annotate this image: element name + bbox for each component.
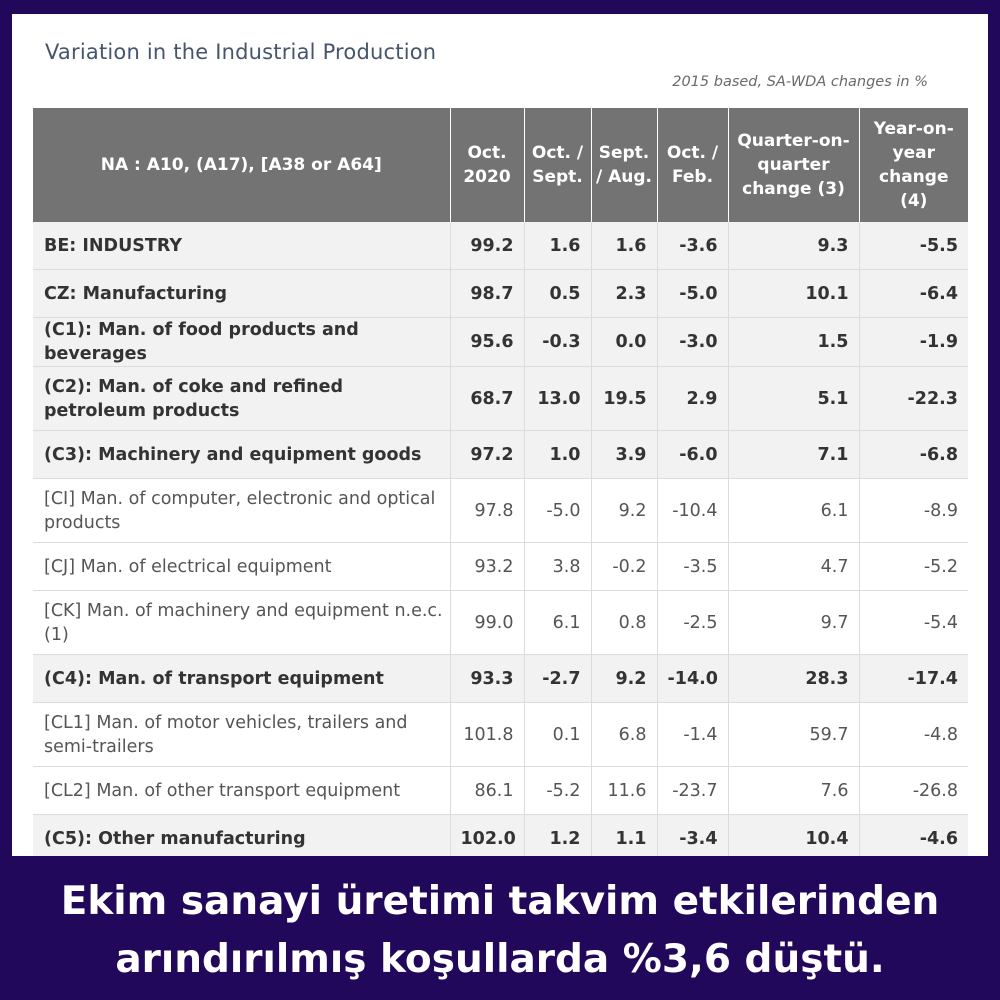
- value-sept-aug: 9.2: [591, 479, 657, 543]
- value-sept-aug: -0.2: [591, 543, 657, 591]
- value-oct-2020: 99.0: [450, 591, 524, 655]
- value-quarter-change: 1.5: [728, 318, 859, 367]
- header-oct-2020: Oct. 2020: [450, 108, 524, 222]
- value-sept-aug: 1.1: [591, 815, 657, 857]
- header-row: [33, 108, 968, 222]
- value-sept-aug: 9.2: [591, 655, 657, 703]
- value-year-change: -22.3: [859, 367, 968, 431]
- value-oct-sept: -5.2: [524, 767, 591, 815]
- value-sept-aug: 11.6: [591, 767, 657, 815]
- value-oct-sept: 3.8: [524, 543, 591, 591]
- value-year-change: -5.4: [859, 591, 968, 655]
- row-label: [CI] Man. of computer, electronic and optical products: [33, 479, 450, 543]
- value-year-change: -5.5: [859, 222, 968, 270]
- header-year-change: Year-on-year change (4): [859, 108, 968, 222]
- value-year-change: -17.4: [859, 655, 968, 703]
- value-oct-2020: 68.7: [450, 367, 524, 431]
- value-sept-aug: 0.0: [591, 318, 657, 367]
- value-year-change: -8.9: [859, 479, 968, 543]
- value-oct-feb: -10.4: [657, 479, 728, 543]
- table-row: [33, 367, 968, 431]
- row-label: (C4): Man. of transport equipment: [33, 655, 450, 703]
- value-oct-sept: -0.3: [524, 318, 591, 367]
- table-row: [33, 318, 968, 367]
- value-oct-sept: 1.0: [524, 431, 591, 479]
- value-oct-sept: -2.7: [524, 655, 591, 703]
- table-row: [33, 591, 968, 655]
- table-body: [33, 222, 968, 856]
- value-sept-aug: 19.5: [591, 367, 657, 431]
- value-quarter-change: 9.7: [728, 591, 859, 655]
- value-quarter-change: 4.7: [728, 543, 859, 591]
- row-label: [CL1] Man. of motor vehicles, trailers and semi-trailers: [33, 703, 450, 767]
- value-oct-2020: 99.2: [450, 222, 524, 270]
- value-year-change: -6.8: [859, 431, 968, 479]
- table-panel: [12, 14, 988, 856]
- value-oct-2020: 98.7: [450, 270, 524, 318]
- header-quarter-change: Quarter-on-quarter change (3): [728, 108, 859, 222]
- value-oct-2020: 93.3: [450, 655, 524, 703]
- value-oct-sept: -5.0: [524, 479, 591, 543]
- value-oct-feb: -3.5: [657, 543, 728, 591]
- header-sept-aug: Sept. / Aug.: [591, 108, 657, 222]
- value-quarter-change: 5.1: [728, 367, 859, 431]
- value-year-change: -4.6: [859, 815, 968, 857]
- value-sept-aug: 3.9: [591, 431, 657, 479]
- value-oct-feb: -14.0: [657, 655, 728, 703]
- value-quarter-change: 6.1: [728, 479, 859, 543]
- table-row: [33, 703, 968, 767]
- value-oct-feb: 2.9: [657, 367, 728, 431]
- table-title: Variation in the Industrial Production: [45, 40, 437, 64]
- value-quarter-change: 10.4: [728, 815, 859, 857]
- caption-line-2: arındırılmış koşullarda %3,6 düştü.: [115, 937, 885, 982]
- row-label: [CL2] Man. of other transport equipment: [33, 767, 450, 815]
- value-year-change: -5.2: [859, 543, 968, 591]
- value-oct-sept: 6.1: [524, 591, 591, 655]
- table-row: [33, 655, 968, 703]
- row-label: [CJ] Man. of electrical equipment: [33, 543, 450, 591]
- value-oct-sept: 0.5: [524, 270, 591, 318]
- value-oct-2020: 95.6: [450, 318, 524, 367]
- row-label: BE: INDUSTRY: [33, 222, 450, 270]
- row-label: (C2): Man. of coke and refined petroleum products: [33, 367, 450, 431]
- table-row: [33, 431, 968, 479]
- table-row: [33, 222, 968, 270]
- value-oct-feb: -3.0: [657, 318, 728, 367]
- value-sept-aug: 1.6: [591, 222, 657, 270]
- table-row: [33, 479, 968, 543]
- caption-line-1: Ekim sanayi üretimi takvim etkilerinden: [60, 879, 940, 924]
- value-oct-feb: -3.4: [657, 815, 728, 857]
- table-header: [33, 108, 968, 222]
- value-quarter-change: 9.3: [728, 222, 859, 270]
- table-row: [33, 815, 968, 857]
- header-oct-sept: Oct. / Sept.: [524, 108, 591, 222]
- value-oct-2020: 86.1: [450, 767, 524, 815]
- table-row: [33, 270, 968, 318]
- value-oct-feb: -6.0: [657, 431, 728, 479]
- value-oct-2020: 93.2: [450, 543, 524, 591]
- value-quarter-change: 10.1: [728, 270, 859, 318]
- value-oct-feb: -5.0: [657, 270, 728, 318]
- production-table: [33, 108, 968, 856]
- row-label: CZ: Manufacturing: [33, 270, 450, 318]
- value-oct-feb: -1.4: [657, 703, 728, 767]
- row-label: (C1): Man. of food products and beverages: [33, 318, 450, 367]
- value-quarter-change: 59.7: [728, 703, 859, 767]
- value-year-change: -26.8: [859, 767, 968, 815]
- header-oct-feb: Oct. / Feb.: [657, 108, 728, 222]
- value-sept-aug: 2.3: [591, 270, 657, 318]
- value-quarter-change: 28.3: [728, 655, 859, 703]
- value-quarter-change: 7.1: [728, 431, 859, 479]
- row-label: (C5): Other manufacturing: [33, 815, 450, 857]
- table-row: [33, 543, 968, 591]
- header-sector: NA : A10, (A17), [A38 or A64]: [33, 108, 450, 222]
- value-oct-sept: 1.2: [524, 815, 591, 857]
- value-oct-2020: 97.2: [450, 431, 524, 479]
- value-year-change: -1.9: [859, 318, 968, 367]
- table-row: [33, 767, 968, 815]
- value-oct-2020: 102.0: [450, 815, 524, 857]
- value-sept-aug: 6.8: [591, 703, 657, 767]
- value-oct-2020: 97.8: [450, 479, 524, 543]
- caption: [0, 873, 1000, 989]
- value-oct-sept: 13.0: [524, 367, 591, 431]
- value-year-change: -6.4: [859, 270, 968, 318]
- value-quarter-change: 7.6: [728, 767, 859, 815]
- table-note: 2015 based, SA-WDA changes in %: [672, 74, 928, 90]
- value-oct-2020: 101.8: [450, 703, 524, 767]
- value-oct-sept: 1.6: [524, 222, 591, 270]
- row-label: (C3): Machinery and equipment goods: [33, 431, 450, 479]
- value-year-change: -4.8: [859, 703, 968, 767]
- value-oct-feb: -3.6: [657, 222, 728, 270]
- row-label: [CK] Man. of machinery and equipment n.e.c. (1): [33, 591, 450, 655]
- value-sept-aug: 0.8: [591, 591, 657, 655]
- value-oct-feb: -2.5: [657, 591, 728, 655]
- value-oct-feb: -23.7: [657, 767, 728, 815]
- value-oct-sept: 0.1: [524, 703, 591, 767]
